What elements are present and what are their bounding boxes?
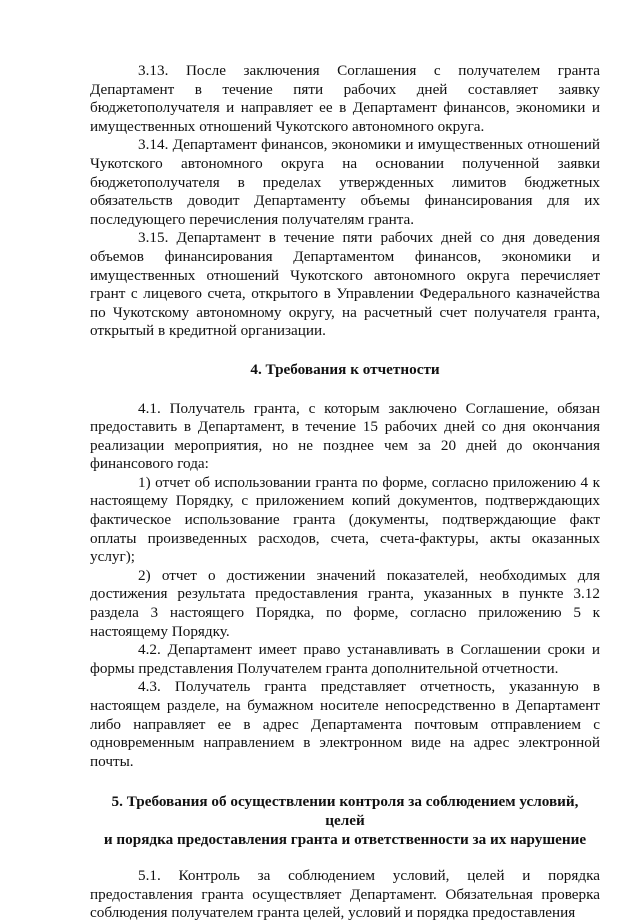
section-4-heading: 4. Требования к отчетности [250, 360, 440, 378]
paragraph-3-14: 3.14. Департамент финансов, экономики и имущественных отношений Чукотского автономного округа на основании полученной заявки бюджетополучателя в пределах утвержденных лимитов бюджетных обязательств доводит Департаменту объемы финансирования для их последующего перечисления получателям гранта. [90, 136, 600, 228]
paragraph-4-3: 4.3. Получатель гранта представляет отчетность, указанную в настоящем разделе, на бумажном носителе непосредственно в Департамент либо направляет ее в адрес Департамента почтовым отправлением с одновременным направлением в электронном виде на адрес электронной почты. [90, 678, 600, 770]
section-5-heading-line-1: 5. Требования об осуществлении контроля за соблюдением условий, целей [111, 793, 579, 829]
paragraph-3-13: 3.13. После заключения Соглашения с получателем гранта Департамент в течение пяти рабочих дней составляет заявку бюджетополучателя и направляет ее в Департамент финансов, экономики и имущественных отношений Чукотского автономного округа. [90, 62, 600, 135]
paragraph-4-2: 4.2. Департамент имеет право устанавливать в Соглашении сроки и формы представления Получателем гранта дополнительной отчетности. [90, 641, 600, 677]
paragraph-4-1-item-1: 1) отчет об использовании гранта по форме, согласно приложению 4 к настоящему Порядку, с приложением копий документов, подтверждающих фактическое использование гранта (документы, подтверждающие факт оплаты произведенных расходов, счета, счета-фактуры, акты оказанных услуг); [90, 473, 600, 566]
paragraph-4-1: 4.1. Получатель гранта, с которым заключено Соглашение, обязан предоставить в Департамент, в течение 15 рабочих дней со дня окончания реализации мероприятия, но не позднее чем за 20 дней до окончания финансового года: [90, 399, 600, 473]
section-5-heading-line-2: и порядка предоставления гранта и ответственности за их нарушение [103, 830, 587, 848]
paragraph-3-15: 3.15. Департамент в течение пяти рабочих дней со дня доведения объемов финансирования Департаментом финансов, экономики и имущественных отношений Чукотского автономного округа перечисляет грант с лицевого счета, открытого в Управлении Федерального казначейства по Чукотскому автономному округу, на расчетный счет получателя гранта, открытый в кредитной организации. [90, 229, 600, 340]
paragraph-5-1: 5.1. Контроль за соблюдением условий, целей и порядка предоставления гранта осуществляет Департамент. Обязательная проверка соблюдения получателем гранта целей, условий и порядка предоставления [90, 867, 600, 922]
section-5-heading [90, 793, 600, 849]
paragraph-4-1-item-2: 2) отчет о достижении значений показателей, необходимых для достижения результата предоставления гранта, указанных в пункте 3.12 раздела 3 настоящего Порядка, по форме, согласно приложению 5 к настоящему Порядку. [90, 566, 600, 640]
